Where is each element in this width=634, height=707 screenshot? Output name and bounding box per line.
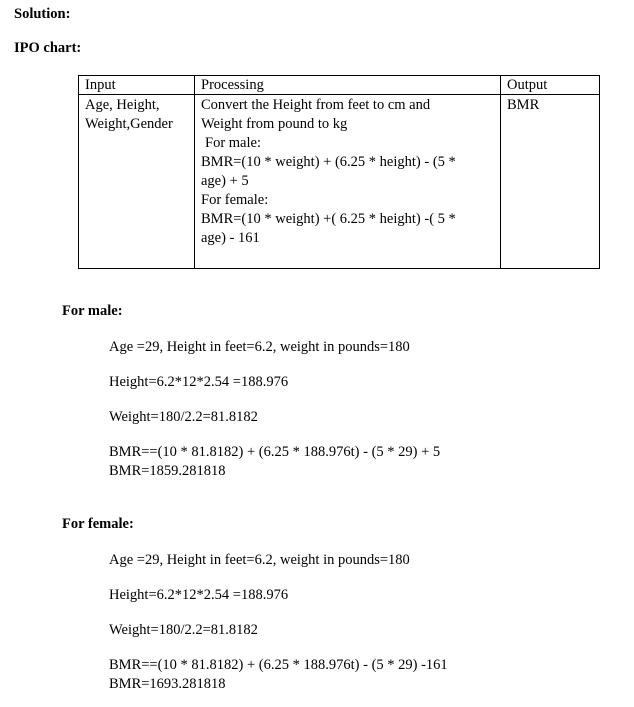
- input-line: Age, Height,: [85, 97, 160, 113]
- input-line: Weight,Gender: [85, 116, 173, 132]
- output-line: BMR: [507, 97, 540, 113]
- ipo-body-row: [79, 95, 600, 269]
- header-processing: Processing: [195, 76, 501, 95]
- male-bmr-result-line: BMR=1859.281818: [109, 463, 226, 479]
- processing-line: age) + 5: [201, 173, 249, 189]
- female-bmr-formula-line: BMR==(10 * 81.8182) + (6.25 * 188.976t) - (5 * 29) -161: [109, 657, 448, 673]
- processing-line: BMR=(10 * weight) +( 6.25 * height) -( 5 *: [201, 211, 456, 227]
- female-weight-line: Weight=180/2.2=81.8182: [109, 622, 258, 638]
- for-male-heading: For male:: [62, 303, 123, 319]
- input-cell: [79, 95, 195, 269]
- solution-heading: Solution:: [14, 6, 71, 22]
- female-bmr-result-line: BMR=1693.281818: [109, 676, 226, 692]
- processing-line: Weight from pound to kg: [201, 116, 348, 132]
- header-output: Output: [501, 76, 600, 95]
- processing-line: age) - 161: [201, 230, 260, 246]
- processing-line: For male:: [205, 135, 261, 151]
- male-height-line: Height=6.2*12*2.54 =188.976: [109, 374, 289, 390]
- processing-line: For female:: [201, 192, 269, 208]
- male-inputs-line: Age =29, Height in feet=6.2, weight in pounds=180: [109, 339, 410, 355]
- female-height-line: Height=6.2*12*2.54 =188.976: [109, 587, 289, 603]
- ipo-table: [78, 75, 600, 269]
- output-cell: [501, 95, 600, 269]
- ipo-header-row: [79, 76, 600, 95]
- male-weight-line: Weight=180/2.2=81.8182: [109, 409, 258, 425]
- processing-line: BMR=(10 * weight) + (6.25 * height) - (5 *: [201, 154, 456, 170]
- ipo-chart-heading: IPO chart:: [14, 40, 82, 56]
- header-input: Input: [79, 76, 195, 95]
- processing-cell: [195, 95, 501, 269]
- female-inputs-line: Age =29, Height in feet=6.2, weight in pounds=180: [109, 552, 410, 568]
- male-bmr-formula-line: BMR==(10 * 81.8182) + (6.25 * 188.976t) - (5 * 29) + 5: [109, 444, 441, 460]
- for-female-heading: For female:: [62, 516, 134, 532]
- processing-line: Convert the Height from feet to cm and: [201, 97, 431, 113]
